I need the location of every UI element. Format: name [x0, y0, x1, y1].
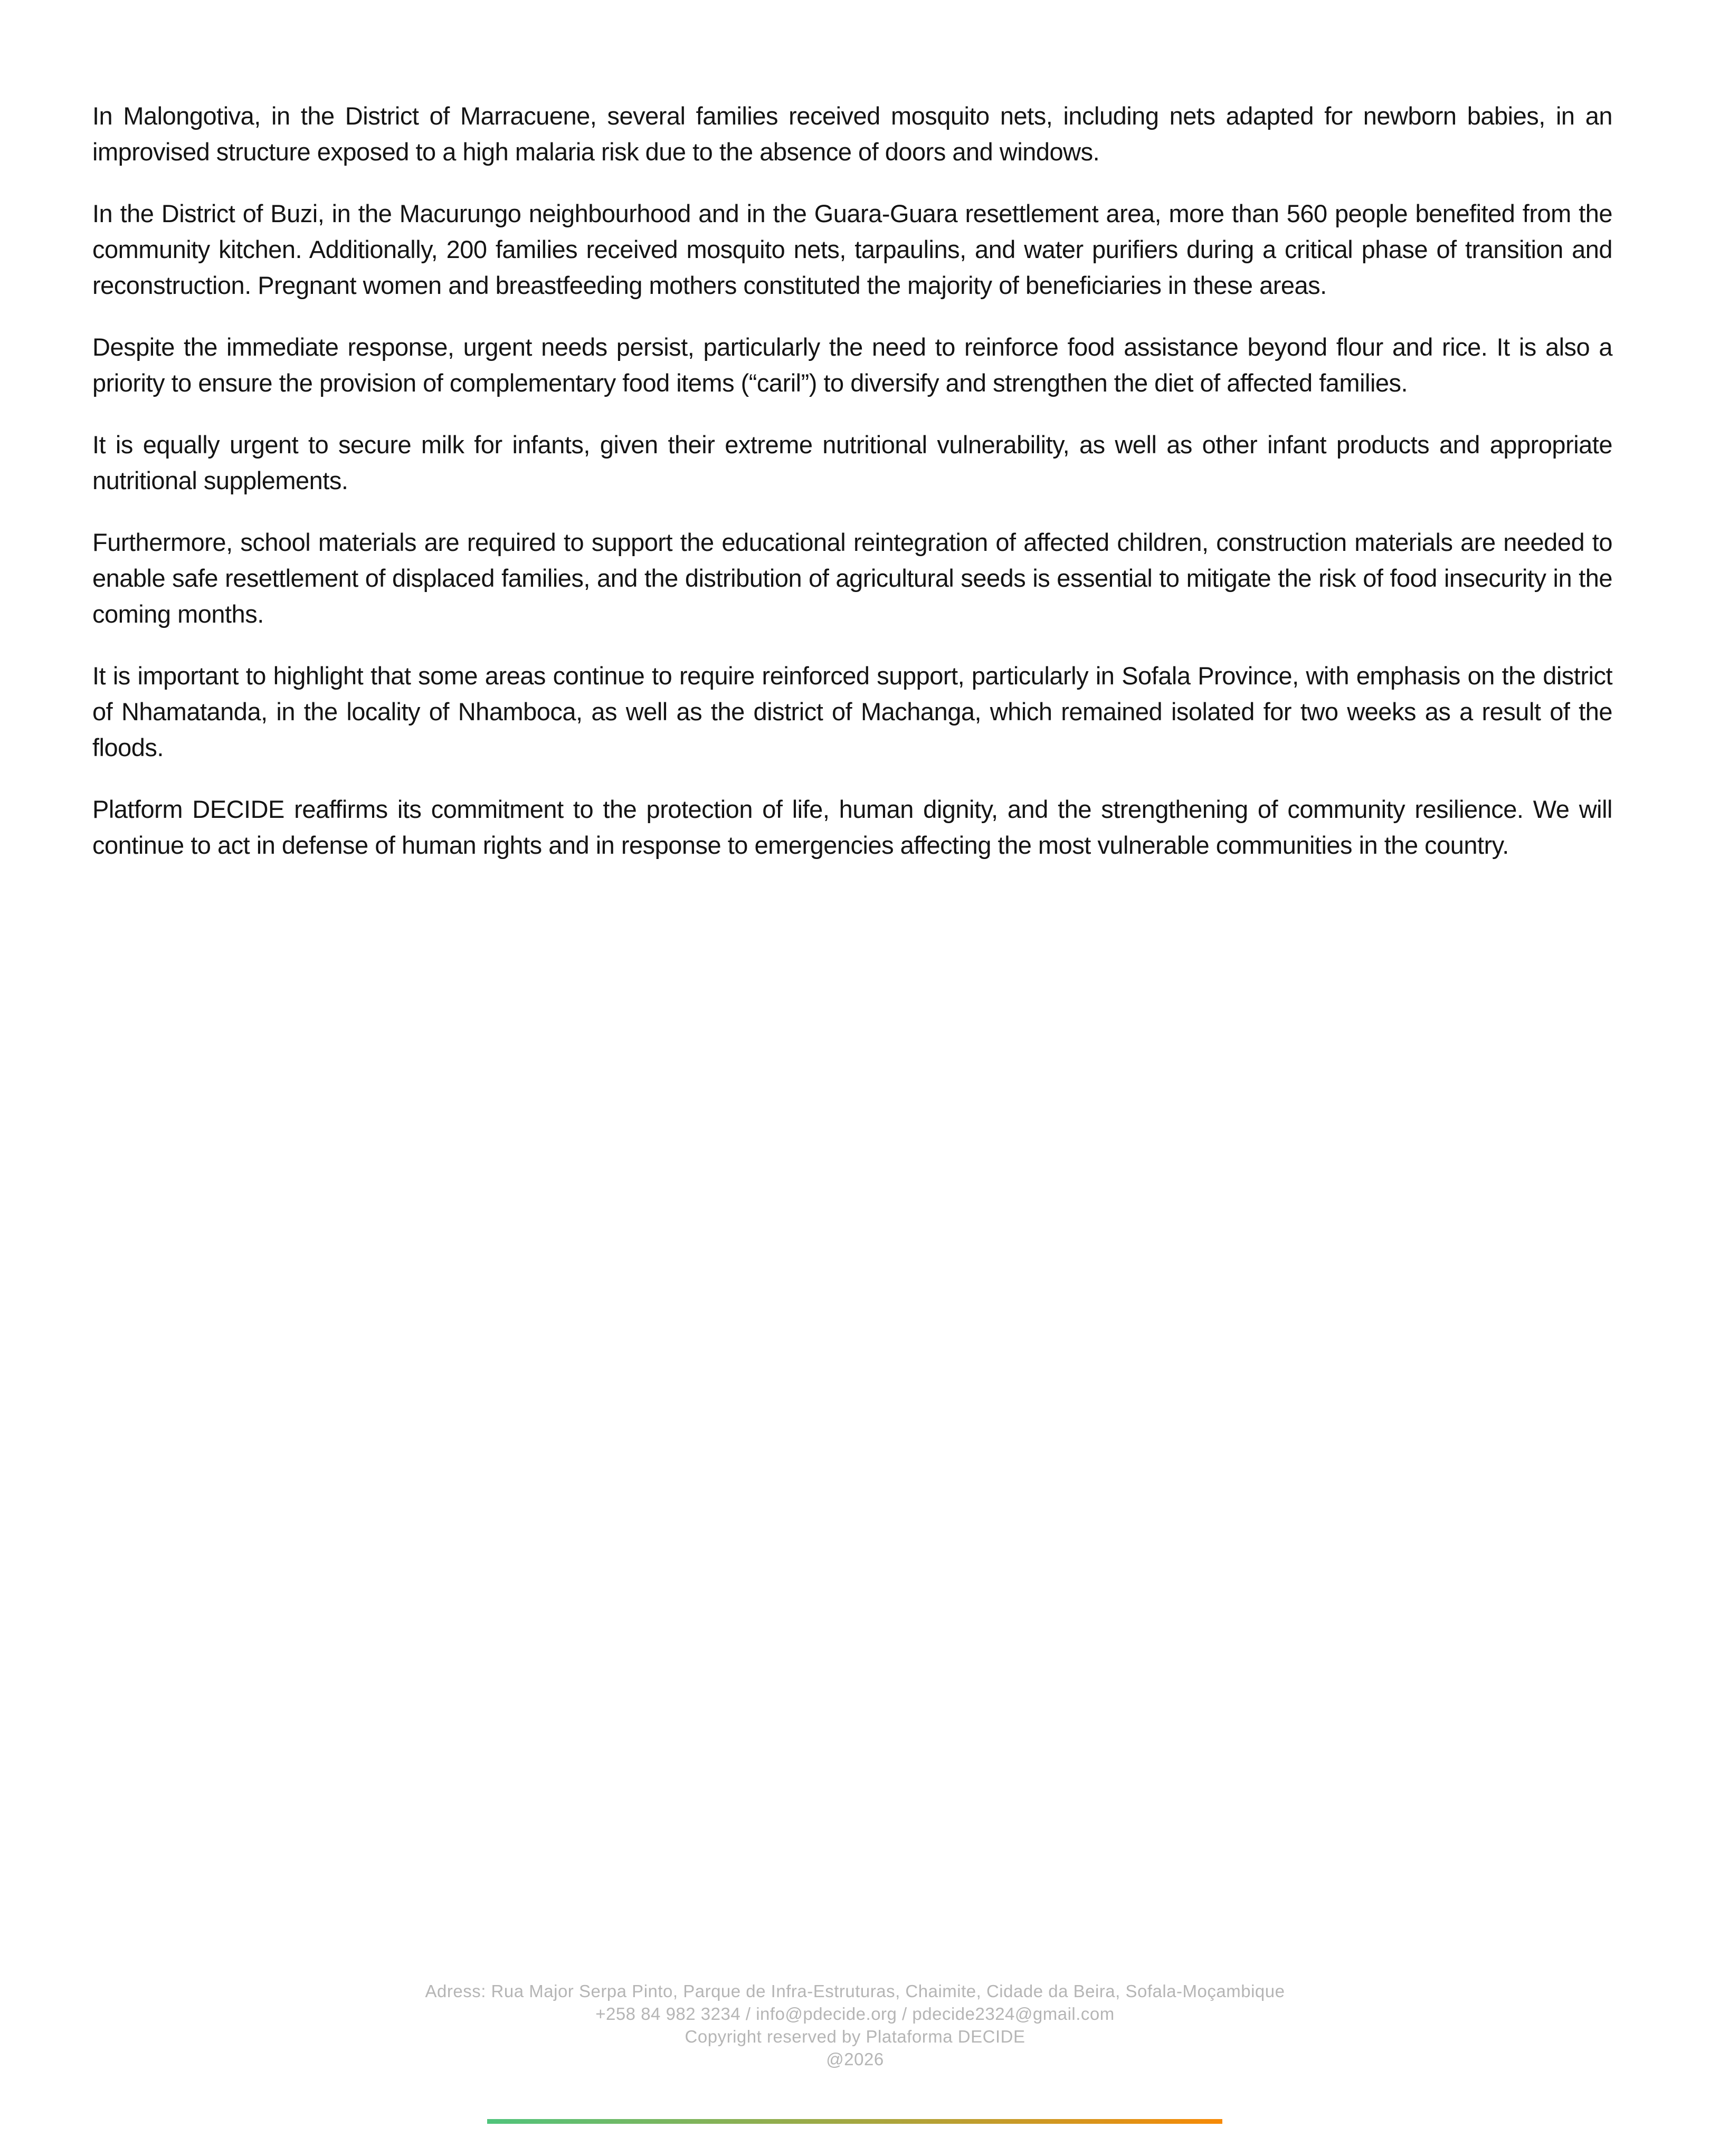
paragraph-malongotiva: In Malongotiva, in the District of Marracuene, several families received mosquito nets, including nets adapted for newborn babies, in an improvised structure exposed to a high malaria risk due to the absence of doors and windows. [92, 102, 1612, 166]
footer-contacts: +258 84 982 3234 / info@pdecide.org / pdecide2324@gmail.com [595, 2004, 1115, 2024]
footer-copyright: Copyright reserved by Plataforma DECIDE [685, 2027, 1025, 2046]
document-body [92, 98, 1612, 889]
footer-accent-bar [487, 2119, 1222, 2124]
page-footer [0, 1980, 1710, 2071]
paragraph-infant-milk: It is equally urgent to secure milk for infants, given their extreme nutritional vulnerability, as well as other infant products and appropriate nutritional supplements. [92, 431, 1612, 494]
footer-year: @2026 [826, 2049, 884, 2069]
paragraph-sofala-province: It is important to highlight that some areas continue to require reinforced support, particularly in Sofala Province, with emphasis on the district of Nhamatanda, in the locality of Nhamboca, as well as the district of Machanga, which remained isolated for two weeks as a result of the floods. [92, 662, 1612, 761]
paragraph-decide-commitment: Platform DECIDE reaffirms its commitment to the protection of life, human dignity, and the strengthening of community resilience. We will continue to act in defense of human rights and in response to emergencies affecting the most vulnerable communities in the country. [92, 795, 1612, 859]
paragraph-urgent-needs: Despite the immediate response, urgent needs persist, particularly the need to reinforce food assistance beyond flour and rice. It is also a priority to ensure the provision of complementary food items (“caril”) to diversify and strengthen the diet of affected families. [92, 333, 1612, 397]
paragraph-buzi: In the District of Buzi, in the Macurungo neighbourhood and in the Guara-Guara resettlement area, more than 560 people benefited from the community kitchen. Additionally, 200 families received mosquito nets, tarpaulins, and water purifiers during a critical phase of transition and reconstruction. Pregnant women and breastfeeding mothers constituted the majority of beneficiaries in these areas. [92, 199, 1612, 299]
paragraph-school-materials: Furthermore, school materials are required to support the educational reintegration of affected children, construction materials are needed to enable safe resettlement of displaced families, and the distribution of agricultural seeds is essential to mitigate the risk of food insecurity in the coming months. [92, 528, 1612, 628]
footer-address: Adress: Rua Major Serpa Pinto, Parque de Infra-Estruturas, Chaimite, Cidade da Beira, Sofala-Moçambique [425, 1981, 1285, 2001]
